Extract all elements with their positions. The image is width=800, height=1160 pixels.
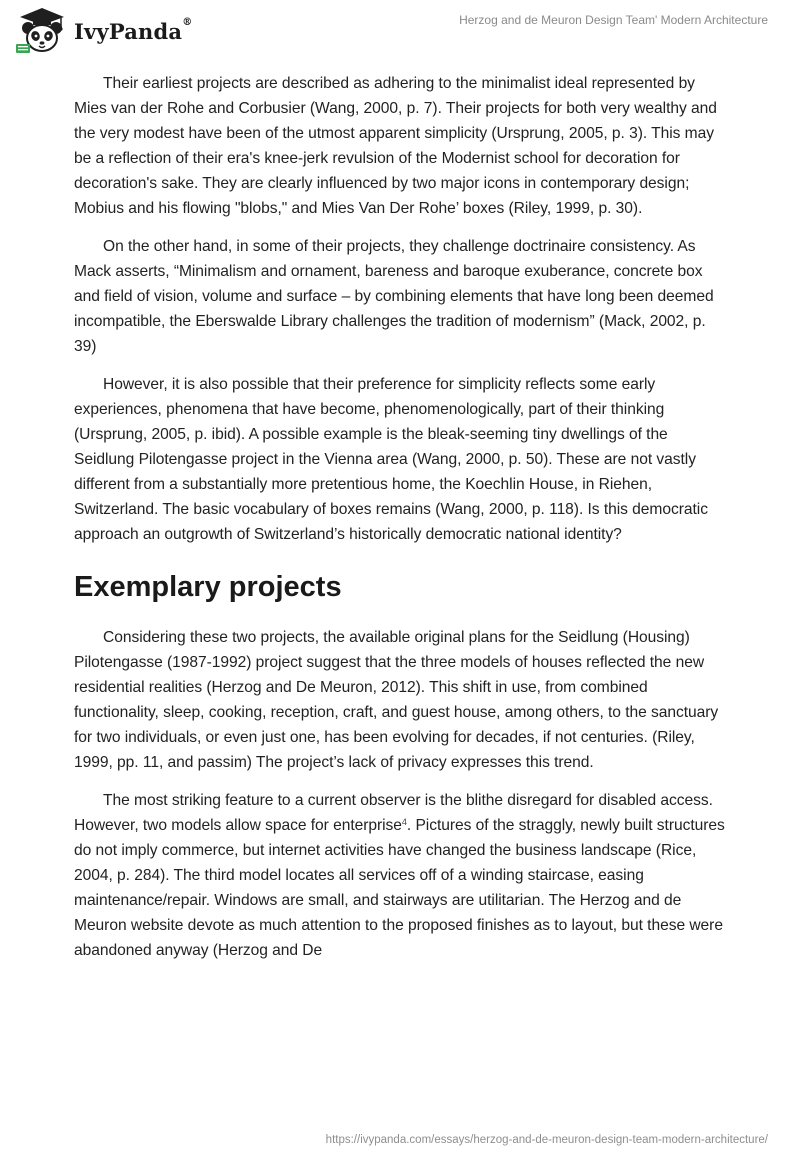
paragraph-1: Their earliest projects are described as adhering to the minimalist ideal represented by Mies van der Rohe and Corbusier (Wang, 2000, p. 7). Their projects for both very wealthy and the very modest have been of the utmost apparent simplicity (Ursprung, 2005, p. 3). This may be a reflection of their era's knee-jerk revulsion of the Modernist school for decoration for decoration's sake. They are clearly influenced by two major icons in contemporary design; Mobius and his flowing "blobs," and Mies Van Der Rohe’ boxes (Riley, 1999, p. 30). (74, 75, 717, 217)
paragraph-5-text-a: The most striking feature to a current observer is the blithe disregard for disabled access. However, two models allow space for enterprise (74, 792, 713, 834)
paragraph-4: Considering these two projects, the available original plans for the Seidlung (Housing) Pilotengasse (1987-1992) project suggest that the three models of houses reflected the new residential realities (Herzog and De Meuron, 2012). This shift in use, from combined functionality, sleep, cooking, reception, craft, and guest house, among others, to the sanctuary for two individuals, or even just one, has been evolving for decades, if not centuries. (Riley, 1999, pp. 11, and passim) The project’s lack of privacy expresses this trend. (74, 629, 719, 771)
footnote-marker[interactable]: 4 (401, 817, 407, 827)
paragraph-5-text-b: . Pictures of the straggly, newly built structures do not imply commerce, but internet activities have changed the business landscape (Rice, 2004, p. 284). The third model locates all services off of a winding staircase, easing maintenance/repair. Windows are small, and stairways are utilitarian. The Herzog and de Meuron website devote as much attention to the proposed finishes as to layout, but these were abandoned anyway (Herzog and De (74, 817, 725, 959)
brand-name: IvyPanda® (74, 16, 193, 44)
paragraph-2: On the other hand, in some of their projects, they challenge doctrinaire consistency. As Mack asserts, “Minimalism and ornament, bareness and baroque exuberance, concrete box and field of vision, volume and surface – by combining elements that have long been deemed incompatible, the Eberswalde Library challenges the tradition of modernism” (Mack, 2002, p. 39) (74, 238, 714, 355)
source-url[interactable]: https://ivypanda.com/essays/herzog-and-de-meuron-design-team-modern-architecture/ (325, 1134, 768, 1146)
essay-content (74, 71, 726, 976)
document-title: Herzog and de Meuron Design Team' Modern Architecture (459, 13, 768, 27)
panda-logo-icon (14, 6, 70, 56)
section-heading: Exemplary projects (74, 571, 342, 603)
registered-mark: ® (182, 16, 193, 28)
paragraph-5 (74, 788, 726, 963)
paragraph-3: However, it is also possible that their preference for simplicity reflects some early experiences, phenomena that have become, phenomenologically, part of their thinking (Ursprung, 2005, p. ibid). A possible example is the bleak-seeming tiny dwellings of the Seidlung Pilotengasse project in the Vienna area (Wang, 2000, p. 50). These are not vastly different from a substantially more pretentious home, the Koechlin House, in Riehen, Switzerland. The basic vocabulary of boxes remains (Wang, 2000, p. 118). Is this democratic approach an outgrowth of Switzerland’s historically democratic national identity? (74, 376, 708, 543)
brand-logo[interactable] (14, 6, 192, 56)
page-header (0, 0, 800, 60)
